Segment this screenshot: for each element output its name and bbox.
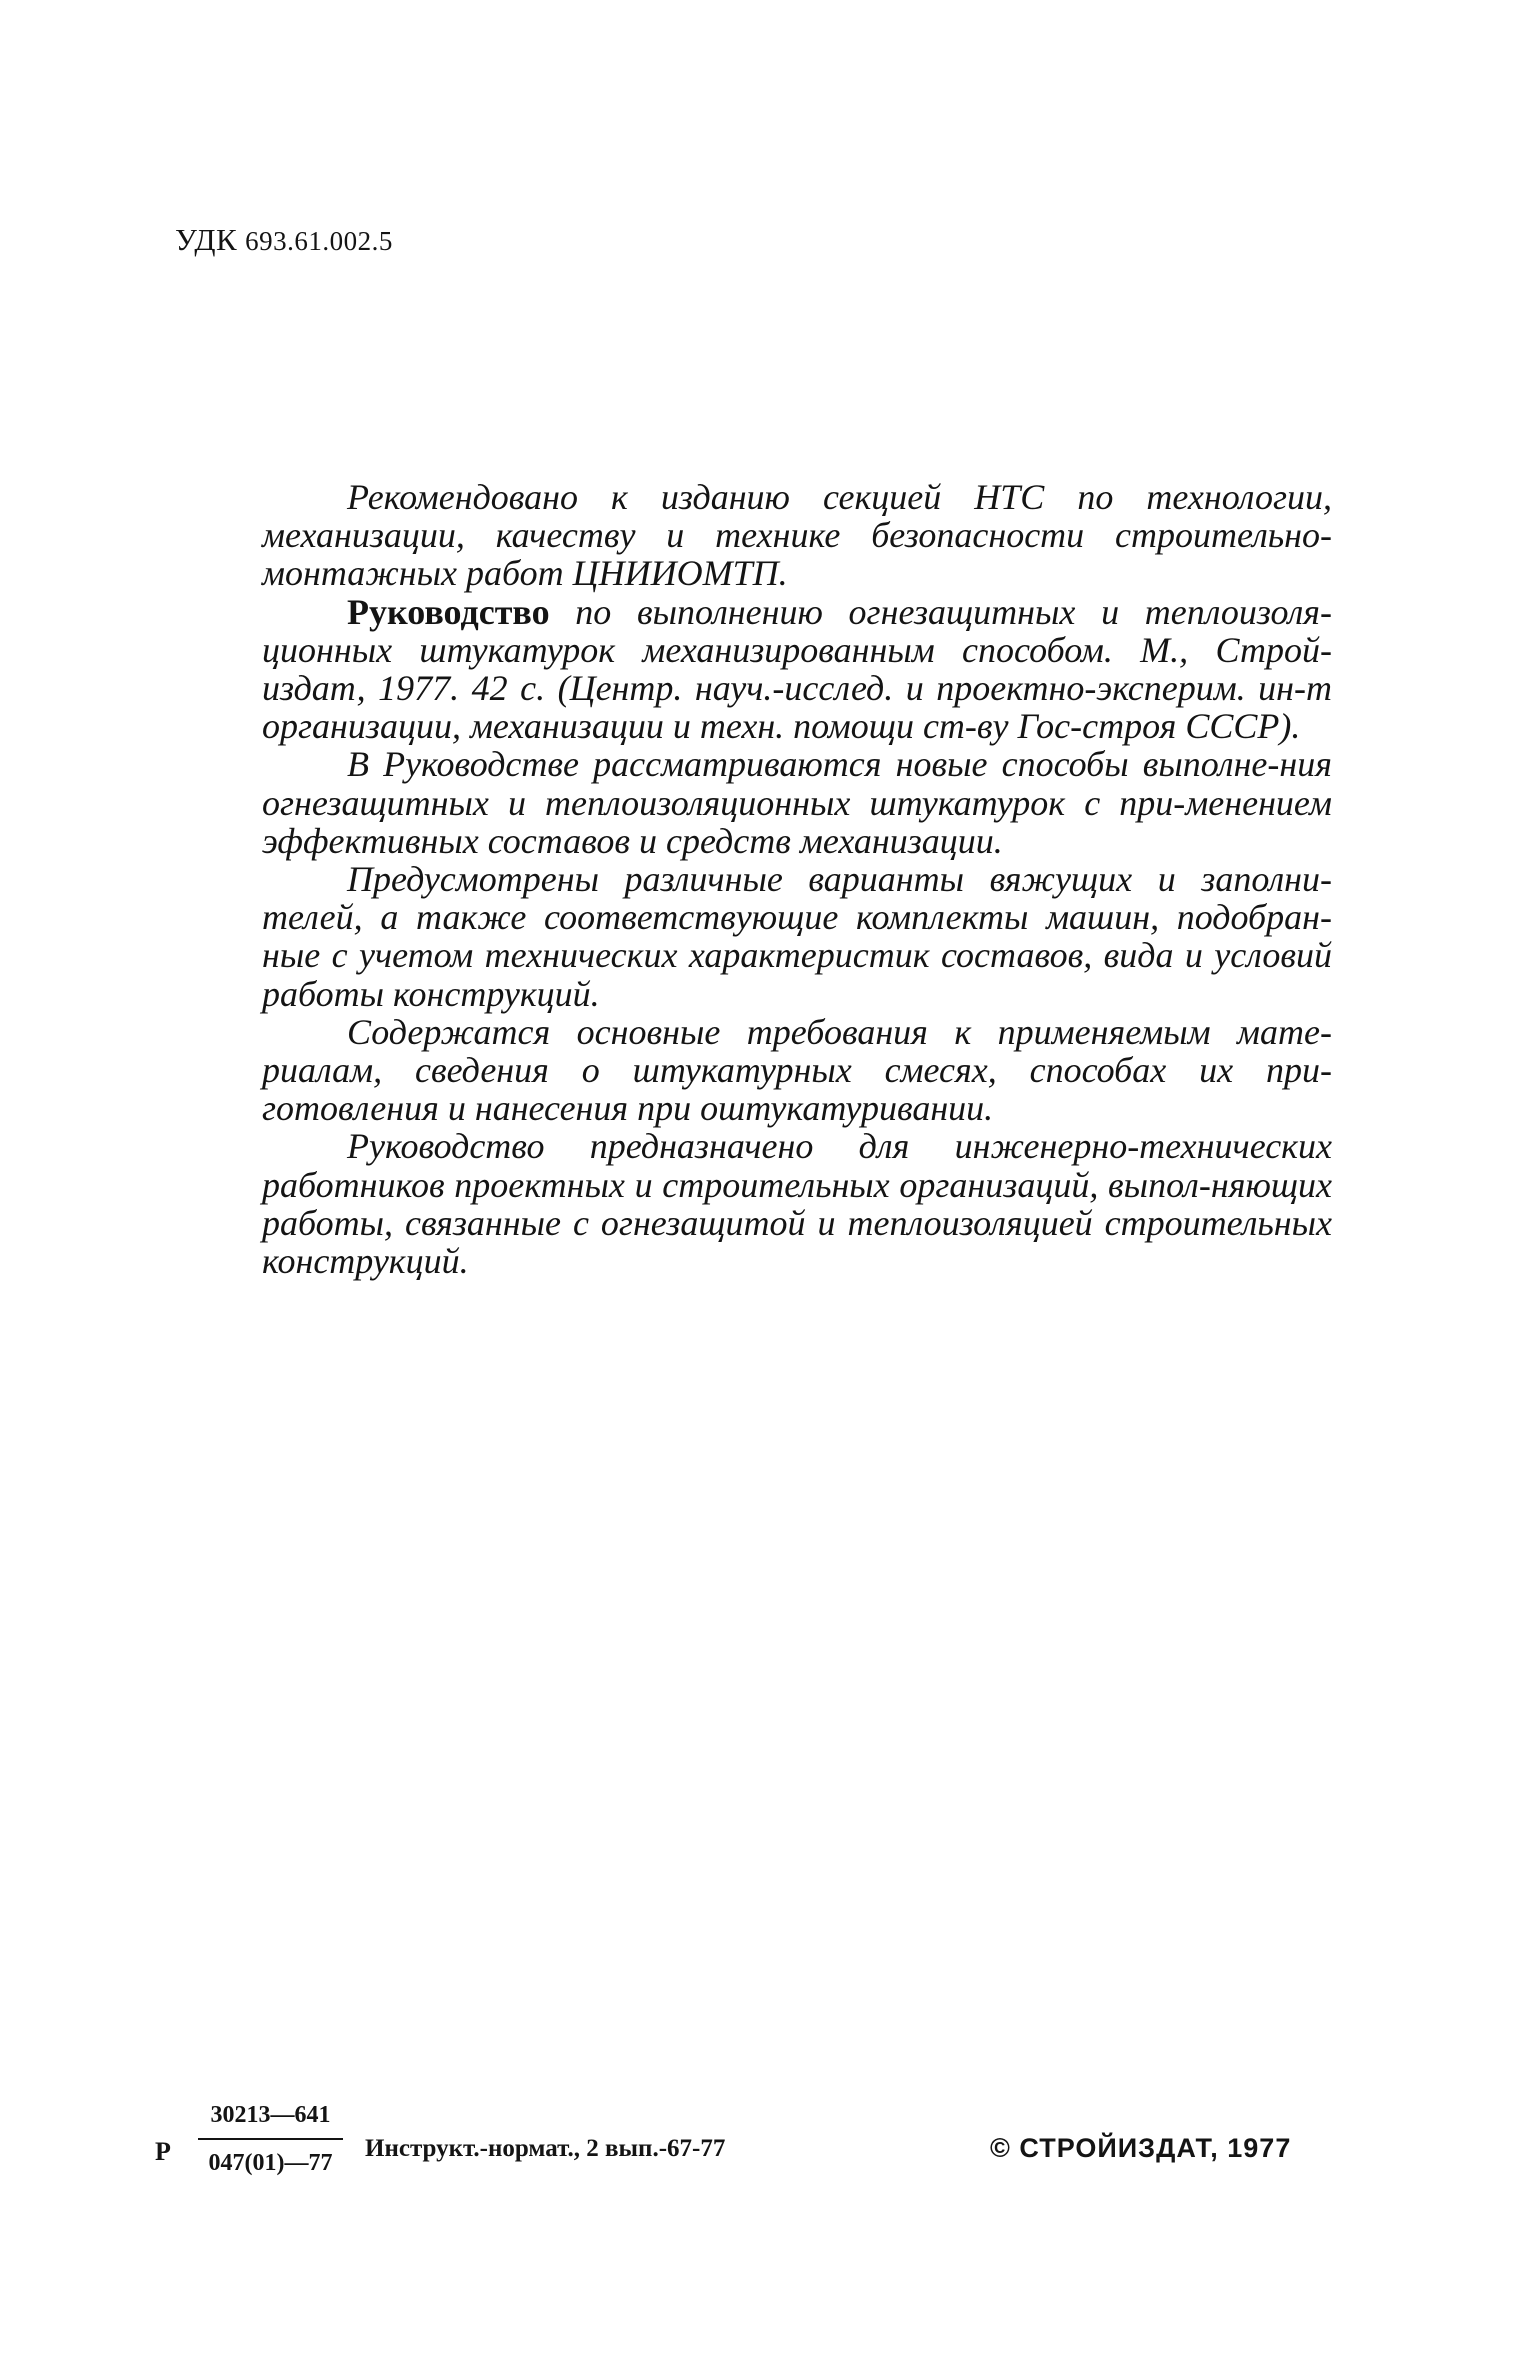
series-letter: Р (155, 2137, 171, 2166)
abstract-paragraph-2: Предусмотрены различные варианты вяжущих и заполни-телей, а также соответствующие комплекты машин, подобран-ные с учетом технических характеристик составов, вида и условий работы конструкций. (262, 859, 1332, 1014)
abstract-paragraph-1: В Руководстве рассматриваются новые способы выполне-ния огнезащитных и теплоизоляционных штукатурок с при-менением эффективных составов и средств механизации. (262, 744, 1332, 861)
udk-line (175, 222, 393, 258)
fraction-numerator: 30213—641 (210, 2102, 331, 2128)
index-fraction (198, 2100, 343, 2178)
abstract-paragraph-4: Руководство предназначено для инженерно-технических работников проектных и строительных организаций, выпол-няющих работы, связанные с огнезащитой и теплоизоляцией строительных конструкций. (262, 1126, 1332, 1282)
bibliographic-entry (262, 593, 1332, 746)
udk-code: 693.61.002.5 (245, 226, 393, 256)
abstract-paragraph-3: Содержатся основные требования к применяемым мате-риалам, сведения о штукатурных смесях, способах их при-готовления и нанесения при оштукатуривании. (262, 1011, 1332, 1129)
bibliographic-lead: Руководство (347, 591, 550, 632)
fraction-bar (198, 2138, 343, 2140)
udk-label: УДК (175, 222, 238, 257)
fraction-denominator: 047(01)—77 (208, 2150, 333, 2176)
copyright-notice: © СТРОЙИЗДАТ, 1977 (990, 2133, 1292, 2163)
recommendation-text: Рекомендовано к изданию секцией НТС по технологии, механизации, качеству и технике безопасности строительно-монтажных работ ЦНИИОМТП. (262, 477, 1332, 594)
instruction-text: Инструкт.-нормат., 2 вып.-67-77 (365, 2135, 726, 2162)
bibliographic-rest: по выполнению огнезащитных и теплоизоля-ционных штукатурок механизированным способом. М., Строй-издат, 1977. 42 с. (Центр. науч.-исслед. и проектно-эксперим. ин-т организации, механизации и техн. помощи ст-ву Гос-строя СССР). (262, 591, 1332, 747)
abstract (262, 478, 1332, 1280)
